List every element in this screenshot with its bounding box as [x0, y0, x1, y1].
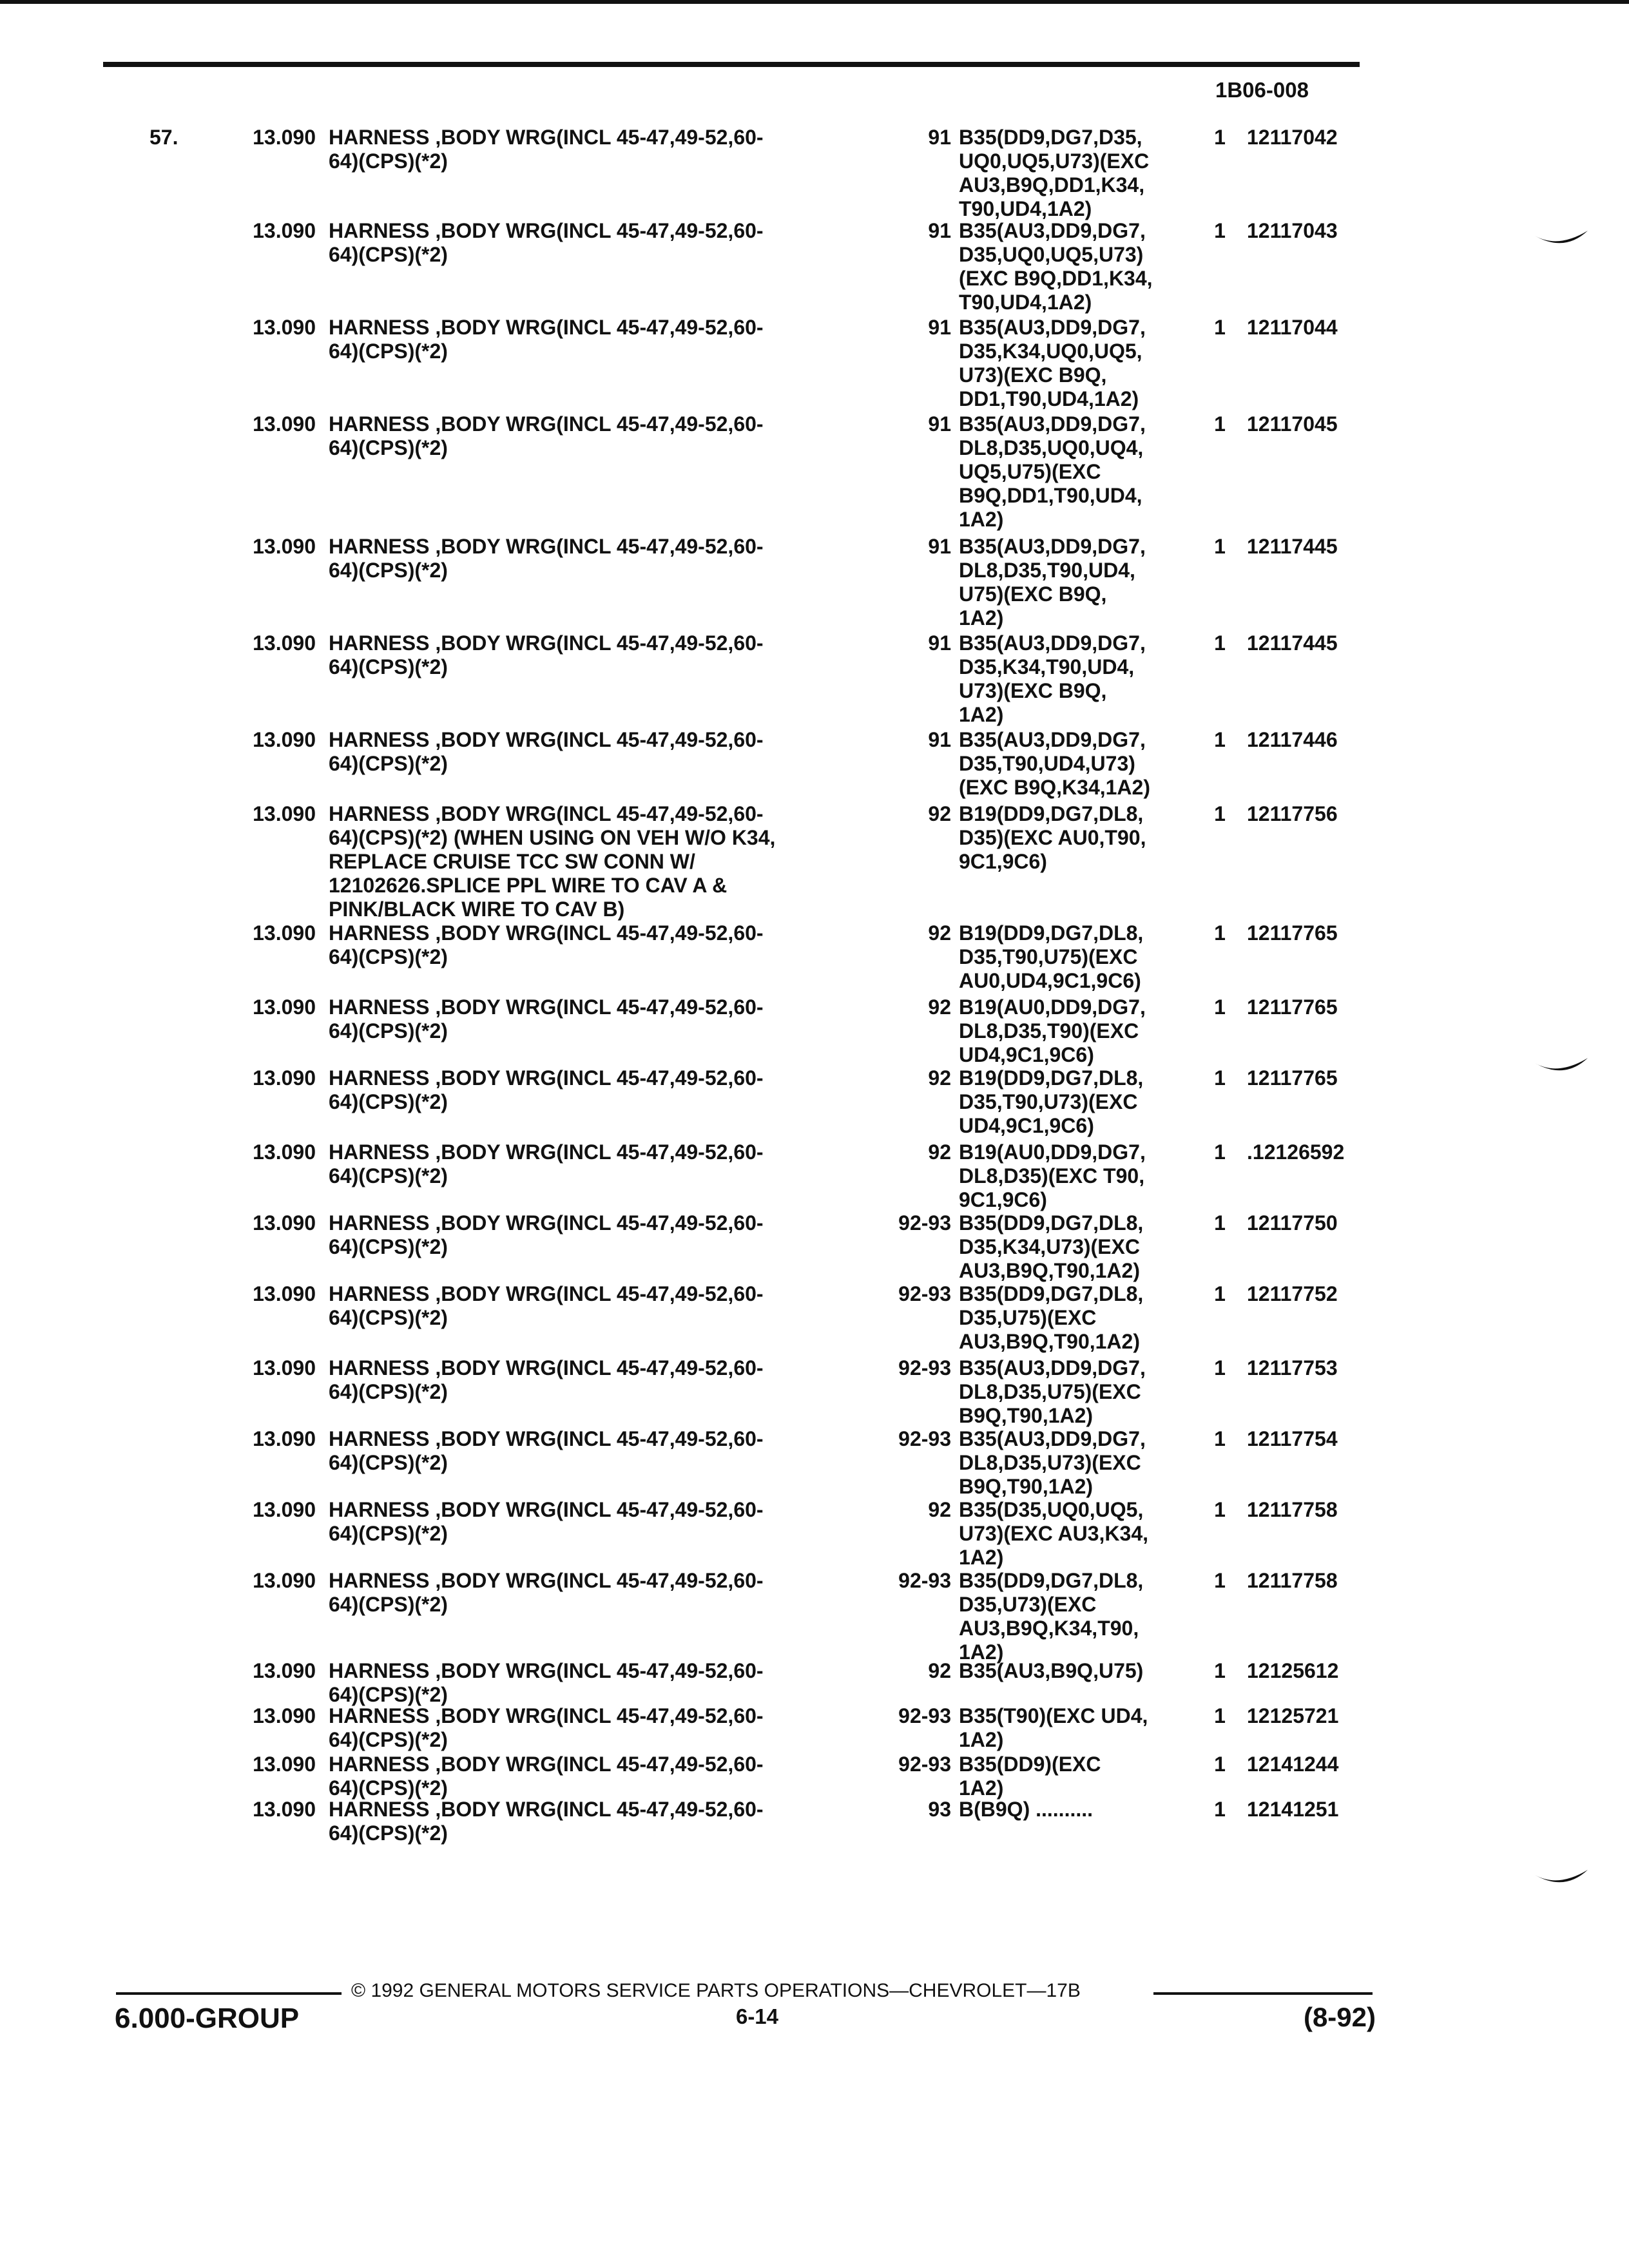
model-year: 92: [928, 995, 951, 1019]
quantity: 1: [1214, 1659, 1226, 1682]
part-description: HARNESS ,BODY WRG(INCL 45-47,49-52,60- 64)(CPS)(*2): [329, 1427, 764, 1474]
reference-code: 13.090: [253, 316, 316, 339]
model-year: 92: [928, 1498, 951, 1521]
part-number: 12125721: [1247, 1704, 1339, 1727]
usage-codes: B35(DD9,DG7,D35, UQ0,UQ5,U73)(EXC AU3,B9Q,DD1,K34, T90,UD4,1A2): [959, 126, 1150, 220]
model-year: 91: [928, 535, 951, 558]
reference-code: 13.090: [253, 995, 316, 1019]
footer-rule: [116, 1992, 342, 1995]
part-description: HARNESS ,BODY WRG(INCL 45-47,49-52,60- 64)(CPS)(*2): [329, 1659, 764, 1706]
part-number: 12117445: [1247, 535, 1338, 558]
model-year: 91: [928, 316, 951, 339]
part-number: 12141244: [1247, 1753, 1339, 1776]
part-number: 12117752: [1247, 1282, 1338, 1305]
part-number: 12117753: [1247, 1356, 1338, 1379]
footer-rule: [1153, 1992, 1373, 1995]
quantity: 1: [1214, 535, 1226, 558]
copyright-line: © 1992 GENERAL MOTORS SERVICE PARTS OPERATIONS—CHEVROLET—17B: [351, 1980, 1081, 2001]
part-number: 12117750: [1247, 1211, 1338, 1235]
revision-date: (8-92): [1303, 2002, 1376, 2032]
model-year: 92-93: [898, 1356, 951, 1379]
quantity: 1: [1214, 921, 1226, 945]
usage-codes: B35(AU3,DD9,DG7, D35,UQ0,UQ5,U73) (EXC B9Q,DD1,K34, T90,UD4,1A2): [959, 219, 1153, 314]
reference-code: 13.090: [253, 802, 316, 825]
quantity: 1: [1214, 1704, 1226, 1727]
part-number: 12117765: [1247, 995, 1338, 1019]
usage-codes: B19(DD9,DG7,DL8, D35)(EXC AU0,T90, 9C1,9C6): [959, 802, 1146, 873]
model-year: 92-93: [898, 1211, 951, 1235]
part-number: 12117042: [1247, 126, 1338, 149]
part-number: 12117754: [1247, 1427, 1338, 1450]
part-number: 12117045: [1247, 412, 1338, 436]
part-number: 12117756: [1247, 802, 1338, 825]
part-description: HARNESS ,BODY WRG(INCL 45-47,49-52,60- 64)(CPS)(*2): [329, 1066, 764, 1113]
reference-code: 13.090: [253, 1753, 316, 1776]
reference-code: 13.090: [253, 1066, 316, 1090]
reference-code: 13.090: [253, 412, 316, 436]
model-year: 92: [928, 1066, 951, 1090]
quantity: 1: [1214, 1753, 1226, 1776]
usage-codes: B(B9Q) ..........: [959, 1798, 1094, 1821]
model-year: 92: [928, 1659, 951, 1682]
reference-code: 13.090: [253, 535, 316, 558]
binder-mark: [1532, 1869, 1590, 1894]
part-number: .12126592: [1247, 1140, 1345, 1164]
model-year: 91: [928, 126, 951, 149]
model-year: 92: [928, 802, 951, 825]
model-year: 92-93: [898, 1282, 951, 1305]
usage-codes: B35(AU3,B9Q,U75): [959, 1659, 1144, 1682]
model-year: 93: [928, 1798, 951, 1821]
reference-code: 13.090: [253, 1140, 316, 1164]
usage-codes: B35(T90)(EXC UD4, 1A2): [959, 1704, 1148, 1751]
usage-codes: B35(AU3,DD9,DG7, D35,K34,T90,UD4, U73)(EXC B9Q, 1A2): [959, 631, 1146, 726]
quantity: 1: [1214, 802, 1226, 825]
part-number: 12117044: [1247, 316, 1338, 339]
reference-code: 13.090: [253, 1498, 316, 1521]
binder-mark: [1532, 1057, 1590, 1082]
model-year: 92: [928, 1140, 951, 1164]
quantity: 1: [1214, 728, 1226, 751]
part-description: HARNESS ,BODY WRG(INCL 45-47,49-52,60- 64)(CPS)(*2): [329, 995, 764, 1043]
quantity: 1: [1214, 1066, 1226, 1090]
part-description: HARNESS ,BODY WRG(INCL 45-47,49-52,60- 64)(CPS)(*2): [329, 728, 764, 775]
model-year: 92: [928, 921, 951, 945]
quantity: 1: [1214, 219, 1226, 242]
model-year: 92-93: [898, 1704, 951, 1727]
reference-code: 13.090: [253, 631, 316, 655]
quantity: 1: [1214, 1569, 1226, 1592]
usage-codes: B35(AU3,DD9,DG7, D35,T90,UD4,U73) (EXC B9Q,K34,1A2): [959, 728, 1150, 799]
usage-codes: B35(AU3,DD9,DG7, DL8,D35,T90,UD4, U75)(EXC B9Q, 1A2): [959, 535, 1146, 629]
usage-codes: B35(AU3,DD9,DG7, DL8,D35,U75)(EXC B9Q,T90,1A2): [959, 1356, 1146, 1427]
usage-codes: B19(AU0,DD9,DG7, DL8,D35,T90)(EXC UD4,9C1,9C6): [959, 995, 1146, 1066]
quantity: 1: [1214, 1356, 1226, 1379]
reference-code: 13.090: [253, 1282, 316, 1305]
reference-code: 13.090: [253, 219, 316, 242]
quantity: 1: [1214, 316, 1226, 339]
part-number: 12117765: [1247, 1066, 1338, 1090]
quantity: 1: [1214, 1798, 1226, 1821]
usage-codes: B35(DD9,DG7,DL8, D35,U75)(EXC AU3,B9Q,T90,1A2): [959, 1282, 1144, 1353]
quantity: 1: [1214, 995, 1226, 1019]
model-year: 92-93: [898, 1753, 951, 1776]
reference-code: 13.090: [253, 1356, 316, 1379]
usage-codes: B35(DD9)(EXC 1A2): [959, 1753, 1101, 1800]
usage-codes: B35(D35,UQ0,UQ5, U73)(EXC AU3,K34, 1A2): [959, 1498, 1149, 1569]
quantity: 1: [1214, 1427, 1226, 1450]
reference-code: 13.090: [253, 1659, 316, 1682]
part-description: HARNESS ,BODY WRG(INCL 45-47,49-52,60- 64)(CPS)(*2): [329, 631, 764, 678]
part-description: HARNESS ,BODY WRG(INCL 45-47,49-52,60- 64)(CPS)(*2) (WHEN USING ON VEH W/O K34, REPLACE CRUISE TCC SW CONN W/ 12102626.SPLICE PPL WIRE TO CAV A & PINK/BLACK WIRE TO CAV B): [329, 802, 776, 921]
model-year: 91: [928, 631, 951, 655]
reference-code: 13.090: [253, 1569, 316, 1592]
reference-code: 13.090: [253, 126, 316, 149]
part-description: HARNESS ,BODY WRG(INCL 45-47,49-52,60- 64)(CPS)(*2): [329, 219, 764, 266]
part-description: HARNESS ,BODY WRG(INCL 45-47,49-52,60- 64)(CPS)(*2): [329, 1704, 764, 1751]
usage-codes: B19(AU0,DD9,DG7, DL8,D35)(EXC T90, 9C1,9C6): [959, 1140, 1146, 1211]
reference-code: 13.090: [253, 1427, 316, 1450]
usage-codes: B35(DD9,DG7,DL8, D35,U73)(EXC AU3,B9Q,K34,T90, 1A2): [959, 1569, 1144, 1664]
part-description: HARNESS ,BODY WRG(INCL 45-47,49-52,60- 64)(CPS)(*2): [329, 316, 764, 363]
reference-code: 13.090: [253, 1704, 316, 1727]
part-description: HARNESS ,BODY WRG(INCL 45-47,49-52,60- 64)(CPS)(*2): [329, 412, 764, 459]
part-number: 12125612: [1247, 1659, 1339, 1682]
model-year: 91: [928, 219, 951, 242]
part-description: HARNESS ,BODY WRG(INCL 45-47,49-52,60- 64)(CPS)(*2): [329, 1498, 764, 1545]
reference-code: 13.090: [253, 1211, 316, 1235]
part-description: HARNESS ,BODY WRG(INCL 45-47,49-52,60- 64)(CPS)(*2): [329, 1140, 764, 1187]
quantity: 1: [1214, 1282, 1226, 1305]
part-description: HARNESS ,BODY WRG(INCL 45-47,49-52,60- 64)(CPS)(*2): [329, 1356, 764, 1403]
model-year: 91: [928, 412, 951, 436]
quantity: 1: [1214, 412, 1226, 436]
model-year: 92-93: [898, 1569, 951, 1592]
part-description: HARNESS ,BODY WRG(INCL 45-47,49-52,60- 64)(CPS)(*2): [329, 1798, 764, 1845]
binder-mark: [1532, 229, 1590, 255]
group-label: 6.000-GROUP: [115, 2003, 300, 2034]
part-description: HARNESS ,BODY WRG(INCL 45-47,49-52,60- 64)(CPS)(*2): [329, 1569, 764, 1616]
usage-codes: B35(AU3,DD9,DG7, DL8,D35,UQ0,UQ4, UQ5,U75)(EXC B9Q,DD1,T90,UD4, 1A2): [959, 412, 1146, 531]
item-number: 57.: [149, 126, 178, 149]
usage-codes: B35(AU3,DD9,DG7, DL8,D35,U73)(EXC B9Q,T90,1A2): [959, 1427, 1146, 1498]
model-year: 92-93: [898, 1427, 951, 1450]
part-number: 12117446: [1247, 728, 1338, 751]
quantity: 1: [1214, 1140, 1226, 1164]
quantity: 1: [1214, 1211, 1226, 1235]
reference-code: 13.090: [253, 1798, 316, 1821]
part-description: HARNESS ,BODY WRG(INCL 45-47,49-52,60- 64)(CPS)(*2): [329, 1282, 764, 1329]
part-description: HARNESS ,BODY WRG(INCL 45-47,49-52,60- 64)(CPS)(*2): [329, 535, 764, 582]
part-number: 12117758: [1247, 1498, 1338, 1521]
reference-code: 13.090: [253, 728, 316, 751]
page-code: 1B06-008: [1215, 78, 1309, 102]
part-description: HARNESS ,BODY WRG(INCL 45-47,49-52,60- 64)(CPS)(*2): [329, 1753, 764, 1800]
model-year: 91: [928, 728, 951, 751]
part-description: HARNESS ,BODY WRG(INCL 45-47,49-52,60- 64)(CPS)(*2): [329, 921, 764, 968]
part-description: HARNESS ,BODY WRG(INCL 45-47,49-52,60- 64)(CPS)(*2): [329, 126, 764, 173]
part-number: 12117765: [1247, 921, 1338, 945]
reference-code: 13.090: [253, 921, 316, 945]
part-number: 12117445: [1247, 631, 1338, 655]
usage-codes: B35(AU3,DD9,DG7, D35,K34,UQ0,UQ5, U73)(EXC B9Q, DD1,T90,UD4,1A2): [959, 316, 1146, 410]
part-number: 12141251: [1247, 1798, 1339, 1821]
usage-codes: B35(DD9,DG7,DL8, D35,K34,U73)(EXC AU3,B9Q,T90,1A2): [959, 1211, 1144, 1282]
quantity: 1: [1214, 1498, 1226, 1521]
quantity: 1: [1214, 126, 1226, 149]
page-number: 6-14: [735, 2004, 779, 2028]
usage-codes: B19(DD9,DG7,DL8, D35,T90,U73)(EXC UD4,9C1,9C6): [959, 1066, 1144, 1137]
part-number: 12117043: [1247, 219, 1338, 242]
part-description: HARNESS ,BODY WRG(INCL 45-47,49-52,60- 64)(CPS)(*2): [329, 1211, 764, 1258]
usage-codes: B19(DD9,DG7,DL8, D35,T90,U75)(EXC AU0,UD4,9C1,9C6): [959, 921, 1144, 992]
part-number: 12117758: [1247, 1569, 1338, 1592]
quantity: 1: [1214, 631, 1226, 655]
